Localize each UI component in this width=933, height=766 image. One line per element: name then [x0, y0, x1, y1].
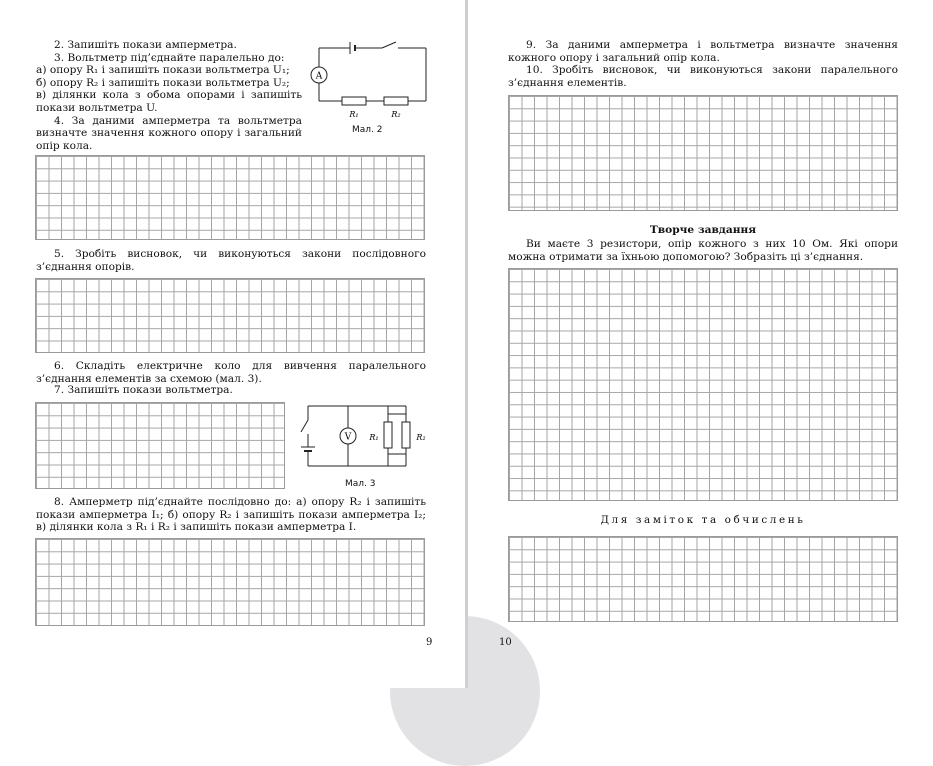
- answer-grid-3: [35, 402, 285, 489]
- task-3a: а) опору R₁ і запишіть покази вольтметра U₁;: [36, 64, 290, 77]
- page-number-right: 10: [499, 637, 512, 648]
- circuit-diagram-2: [304, 38, 434, 123]
- tasks-9-10: [508, 39, 898, 89]
- left-page: [0, 0, 466, 688]
- task-5: 5. Зробіть висновок, чи виконуються закони послідовного з’єднання опорів.: [36, 248, 426, 273]
- task-3: 3. Вольтметр під’єднайте паралельно до:: [54, 51, 285, 64]
- circuit-diagram-3: [296, 402, 431, 474]
- task-7: 7. Запишіть покази вольтметра.: [54, 384, 233, 396]
- answer-grid-1: [35, 155, 425, 240]
- voltmeter-label: V: [344, 432, 352, 443]
- tasks-2-4: [36, 39, 302, 152]
- task-3c: в) ділянки кола з обома опорами і запишіть покази вольтметра U.: [36, 89, 302, 114]
- r2-label-fig3: R₂: [416, 433, 426, 442]
- page-number-left: 9: [426, 637, 433, 648]
- figure-2-caption: Мал. 2: [352, 125, 383, 135]
- task-10: 10. Зробіть висновок, чи виконуються закони паралельного з’єднання елементів.: [508, 64, 898, 89]
- ammeter-label: A: [315, 71, 323, 82]
- task-3b: б) опору R₂ і запишіть покази вольтметра U₂;: [36, 76, 290, 89]
- answer-grid-5: [508, 95, 898, 211]
- creative-task-title: Творче завдання: [649, 224, 757, 236]
- r1-label: R₁: [349, 110, 359, 119]
- answer-grid-2: [35, 278, 425, 353]
- answer-grid-6: [508, 268, 898, 501]
- right-page: [468, 0, 933, 688]
- task-6: 6. Складіть електричне коло для вивчення паралельного з’єднання елементів за схемою (мал. 3).: [36, 360, 426, 385]
- creative-task-text: Ви маєте 3 резистори, опір кожного з них 10 Ом. Які опори можна отримати за їхньою допомогою? Зобразіть ці з’єднання.: [508, 238, 898, 263]
- task-4: 4. За даними амперметра та вольтметра визначте значення кожного опору і загальний опір кола.: [36, 114, 302, 152]
- task-2: 2. Запишіть покази амперметра.: [54, 39, 237, 51]
- notes-title: Для заміток та обчислень: [600, 514, 806, 526]
- answer-grid-4: [35, 538, 425, 626]
- task-8: 8. Амперметр під’єднайте послідовно до: а) опору R₂ і запишіть покази амперметра I₁; б) опору R₂ і запишіть покази амперметра I₂; в) ділянки кола з R₁ і R₂ і запишіть покази амперметра I.: [36, 496, 426, 534]
- figure-3-caption: Мал. 3: [345, 479, 376, 489]
- r2-label: R₂: [391, 110, 401, 119]
- task-9: 9. За даними амперметра і вольтметра визначте значення кожного опору і загальний опір кола.: [508, 39, 898, 64]
- notes-grid: [508, 536, 898, 622]
- r1-label-fig3: R₁: [369, 433, 379, 442]
